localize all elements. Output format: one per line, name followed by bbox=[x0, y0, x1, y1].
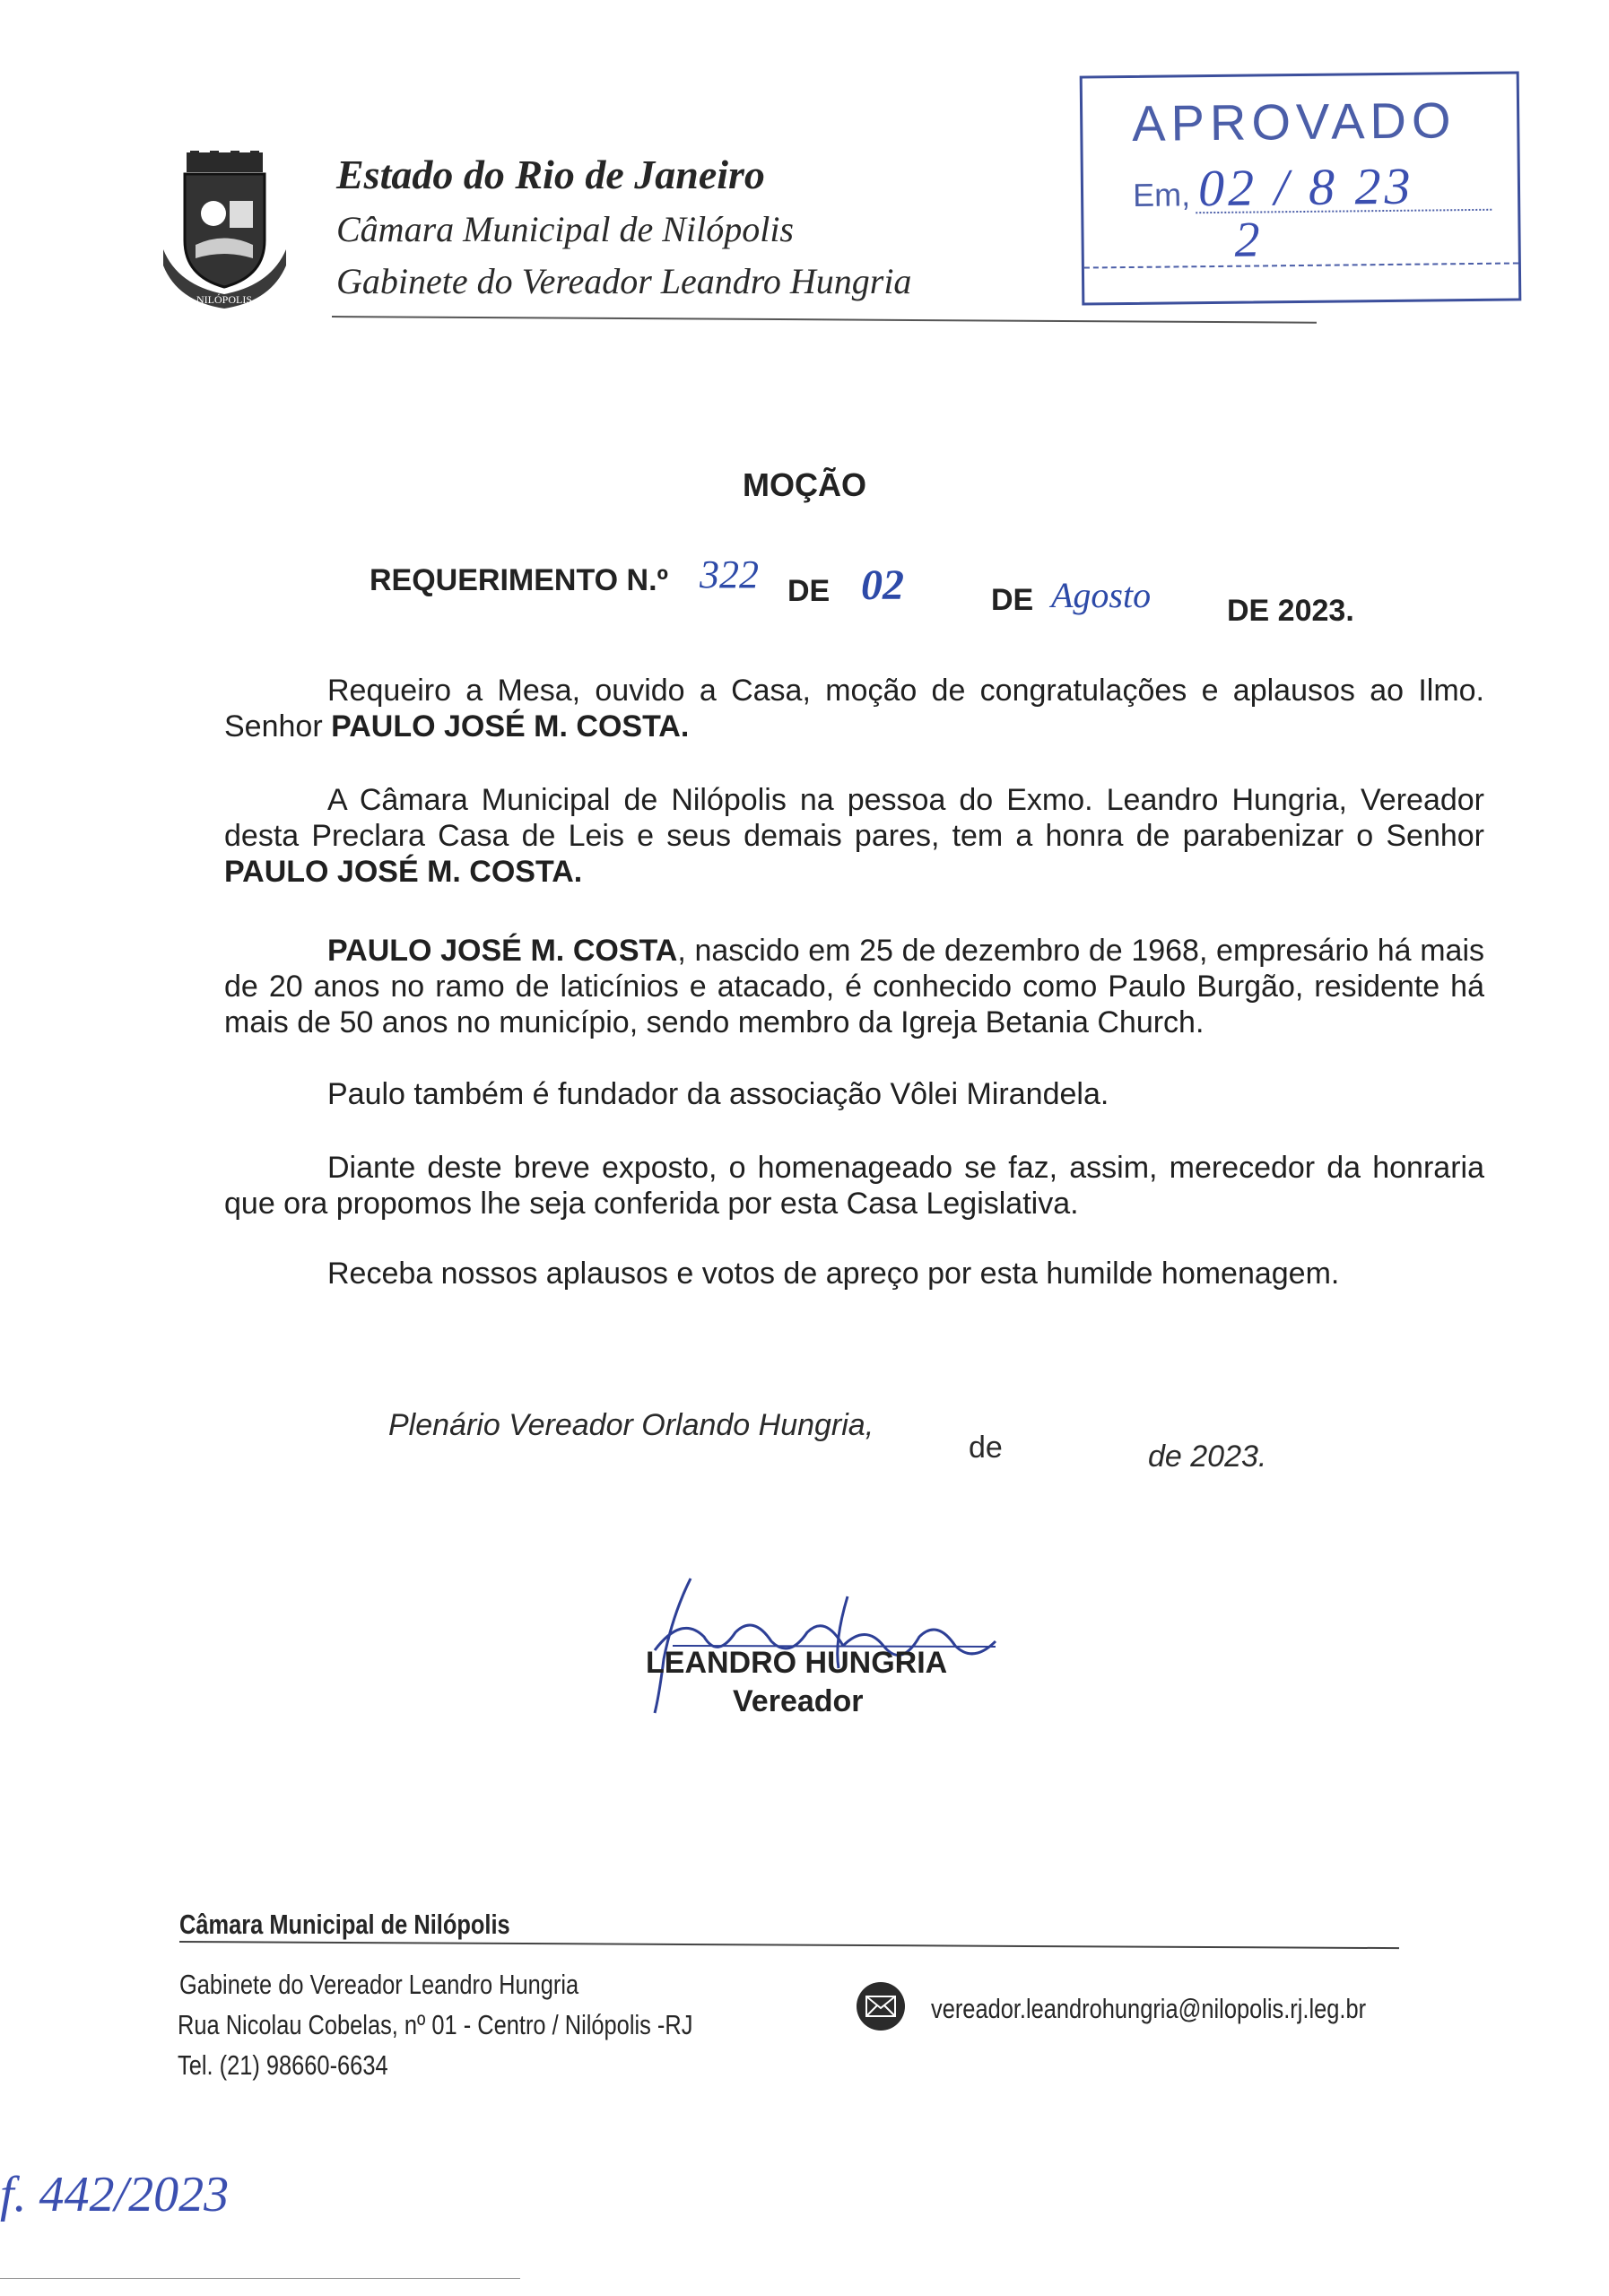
paragraph-3-text: , nascido em 25 de dezembro de 1968, empresário há mais de 20 anos no ramo de laticínios e atacado, é conhecido como Paulo Burgão, residente há mais de 50 anos no município, sendo membro da Igreja Betania Church. bbox=[224, 934, 1484, 1039]
municipal-crest-logo bbox=[160, 151, 290, 310]
request-year: DE 2023. bbox=[1227, 594, 1354, 628]
footer-divider bbox=[179, 1941, 1399, 1949]
signatory-name: LEANDRO HUNGRIA bbox=[646, 1646, 948, 1680]
approval-stamp bbox=[1080, 71, 1522, 305]
header-state: Estado do Rio de Janeiro bbox=[336, 152, 765, 197]
header-divider bbox=[332, 316, 1317, 324]
stamp-title: APROVADO bbox=[1131, 91, 1457, 152]
paragraph-1-text: Requeiro a Mesa, ouvido a Casa, moção de congratulações e aplausos ao Ilmo. Senhor bbox=[224, 674, 1484, 744]
paragraph-4: Paulo também é fundador da associação Vôlei Mirandela. bbox=[327, 1077, 1109, 1111]
honoree-name: PAULO JOSÉ M. COSTA. bbox=[331, 709, 690, 744]
stamp-divider bbox=[1084, 262, 1518, 268]
request-number: 322 bbox=[700, 552, 759, 596]
request-day: 02 bbox=[861, 561, 904, 609]
paragraph-1 bbox=[224, 673, 1484, 744]
honoree-name: PAULO JOSÉ M. COSTA. bbox=[224, 855, 583, 889]
paragraph-2 bbox=[224, 782, 1484, 890]
footer-email-link[interactable]: vereador.leandrohungria@nilopolis.rj.leg.br bbox=[931, 1993, 1367, 2024]
request-prefix: REQUERIMENTO N.º bbox=[370, 563, 668, 597]
stamp-sub-number: 2 bbox=[1234, 212, 1260, 268]
paragraph-2-text: A Câmara Municipal de Nilópolis na pessoa do Exmo. Leandro Hungria, Vereador desta Preclara Casa de Leis e seus demais pares, tem a honra de parabenizar o Senhor bbox=[224, 783, 1484, 853]
request-month: Agosto bbox=[1051, 575, 1152, 615]
closing-place: Plenário Vereador Orlando Hungria, bbox=[388, 1408, 874, 1442]
request-de-1: DE bbox=[787, 574, 831, 608]
footer-phone: Tel. (21) 98660-6634 bbox=[178, 2049, 388, 2081]
footer-chamber: Câmara Municipal de Nilópolis bbox=[179, 1909, 510, 1940]
footer-address: Rua Nicolau Cobelas, nº 01 - Centro / Nilópolis -RJ bbox=[178, 2009, 693, 2040]
signatory-role: Vereador bbox=[733, 1684, 864, 1718]
crest-label: NILÓPOLIS bbox=[196, 293, 252, 306]
stamp-date: 02 / 8 23 bbox=[1197, 156, 1414, 218]
page-bottom-line bbox=[0, 2278, 520, 2279]
header-office: Gabinete do Vereador Leandro Hungria bbox=[336, 261, 912, 301]
document-title: MOÇÃO bbox=[743, 466, 866, 503]
paragraph-5: Diante deste breve exposto, o homenageado se faz, assim, merecedor da honraria que ora propomos lhe seja conferida por esta Casa Legislativa. bbox=[224, 1151, 1484, 1221]
paragraph-6: Receba nossos aplausos e votos de apreço por esta humilde homenagem. bbox=[327, 1257, 1340, 1291]
email-icon bbox=[857, 1982, 905, 2031]
request-de-2: DE bbox=[991, 583, 1034, 617]
stamp-em-label: Em, bbox=[1132, 176, 1191, 213]
closing-de: de bbox=[969, 1431, 1003, 1465]
paragraph-3 bbox=[224, 933, 1484, 1040]
closing-year: de 2023. bbox=[1148, 1439, 1267, 1474]
footer-office: Gabinete do Vereador Leandro Hungria bbox=[179, 1969, 579, 2000]
header-chamber: Câmara Municipal de Nilópolis bbox=[336, 209, 794, 249]
protocol-annotation: f. 442/2023 bbox=[0, 2167, 230, 2222]
honoree-name: PAULO JOSÉ M. COSTA bbox=[327, 934, 678, 968]
